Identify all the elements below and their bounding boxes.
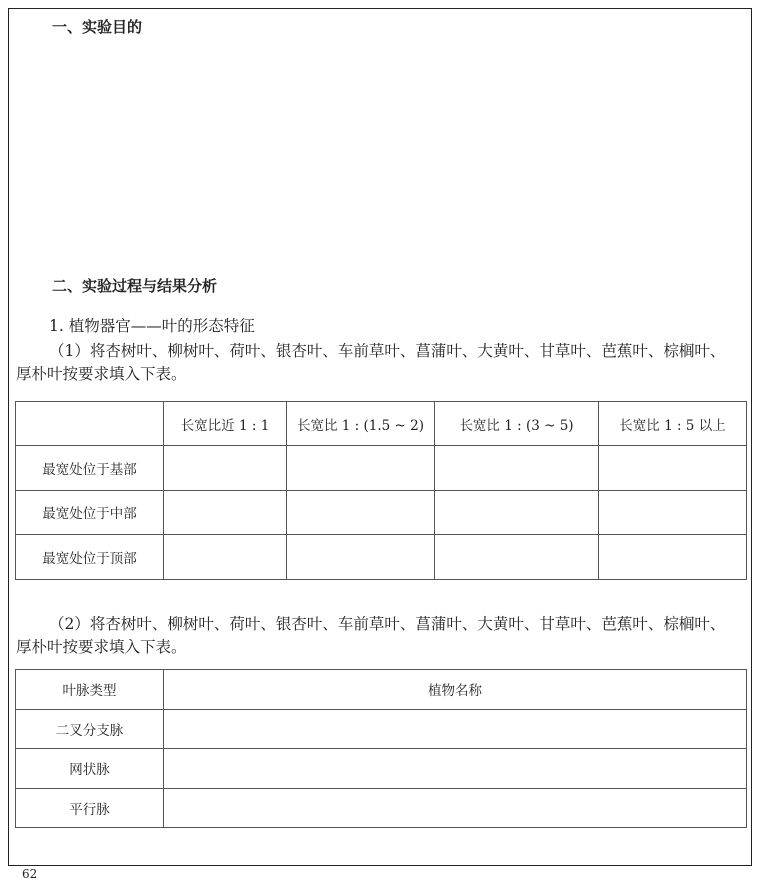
answer-cell[interactable] <box>164 446 287 491</box>
question-2 <box>16 613 752 659</box>
subsection-title <box>16 315 752 338</box>
question-2-line-1: （2）将杏树叶、柳树叶、荷叶、银杏叶、车前草叶、菖蒲叶、大黄叶、甘草叶、芭蕉叶、棕榈叶、 <box>49 615 726 633</box>
answer-cell[interactable] <box>599 446 747 491</box>
table-header-cell: 植物名称 <box>164 670 747 710</box>
answer-cell[interactable] <box>164 535 287 580</box>
answer-cell[interactable] <box>287 446 435 491</box>
row-label: 网状脉 <box>16 749 164 789</box>
question-1 <box>16 340 752 386</box>
table-row <box>16 788 747 828</box>
answer-cell[interactable] <box>287 535 435 580</box>
answer-cell[interactable] <box>164 788 747 828</box>
row-label: 最宽处位于顶部 <box>16 535 164 580</box>
table-header-cell: 长宽比 1 : (3 ~ 5) <box>435 402 599 446</box>
row-label: 平行脉 <box>16 788 164 828</box>
row-label: 最宽处位于基部 <box>16 446 164 491</box>
question-1-line-1: （1）将杏树叶、柳树叶、荷叶、银杏叶、车前草叶、菖蒲叶、大黄叶、甘草叶、芭蕉叶、棕榈叶、 <box>49 342 726 360</box>
answer-cell[interactable] <box>599 490 747 535</box>
subsection-title-text: 1. 植物器官——叶的形态特征 <box>49 317 255 335</box>
answer-cell[interactable] <box>599 535 747 580</box>
table-row <box>16 749 747 789</box>
table-row <box>16 446 747 491</box>
row-label: 最宽处位于中部 <box>16 490 164 535</box>
answer-cell[interactable] <box>287 490 435 535</box>
table-row <box>16 490 747 535</box>
table-header-cell: 叶脉类型 <box>16 670 164 710</box>
section-heading-purpose: 一、实验目的 <box>52 18 143 36</box>
section-heading-process: 二、实验过程与结果分析 <box>52 277 218 295</box>
page-number: 62 <box>22 867 38 881</box>
table-row <box>16 535 747 580</box>
answer-cell[interactable] <box>164 490 287 535</box>
table-header-cell: 长宽比 1 : 5 以上 <box>599 402 747 446</box>
table-header-row <box>16 402 747 446</box>
answer-cell[interactable] <box>164 709 747 749</box>
answer-cell[interactable] <box>435 490 599 535</box>
question-1-line-2: 厚朴叶按要求填入下表。 <box>16 365 187 383</box>
table-header-row <box>16 670 747 710</box>
leaf-shape-table <box>15 401 747 580</box>
table-header-cell: 长宽比 1 : (1.5 ~ 2) <box>287 402 435 446</box>
table-row <box>16 709 747 749</box>
table-header-cell: 长宽比近 1 : 1 <box>164 402 287 446</box>
row-label: 二叉分支脉 <box>16 709 164 749</box>
venation-table <box>15 669 747 828</box>
table-header-cell <box>16 402 164 446</box>
answer-cell[interactable] <box>435 535 599 580</box>
answer-cell[interactable] <box>164 749 747 789</box>
question-2-line-2: 厚朴叶按要求填入下表。 <box>16 638 187 656</box>
answer-cell[interactable] <box>435 446 599 491</box>
